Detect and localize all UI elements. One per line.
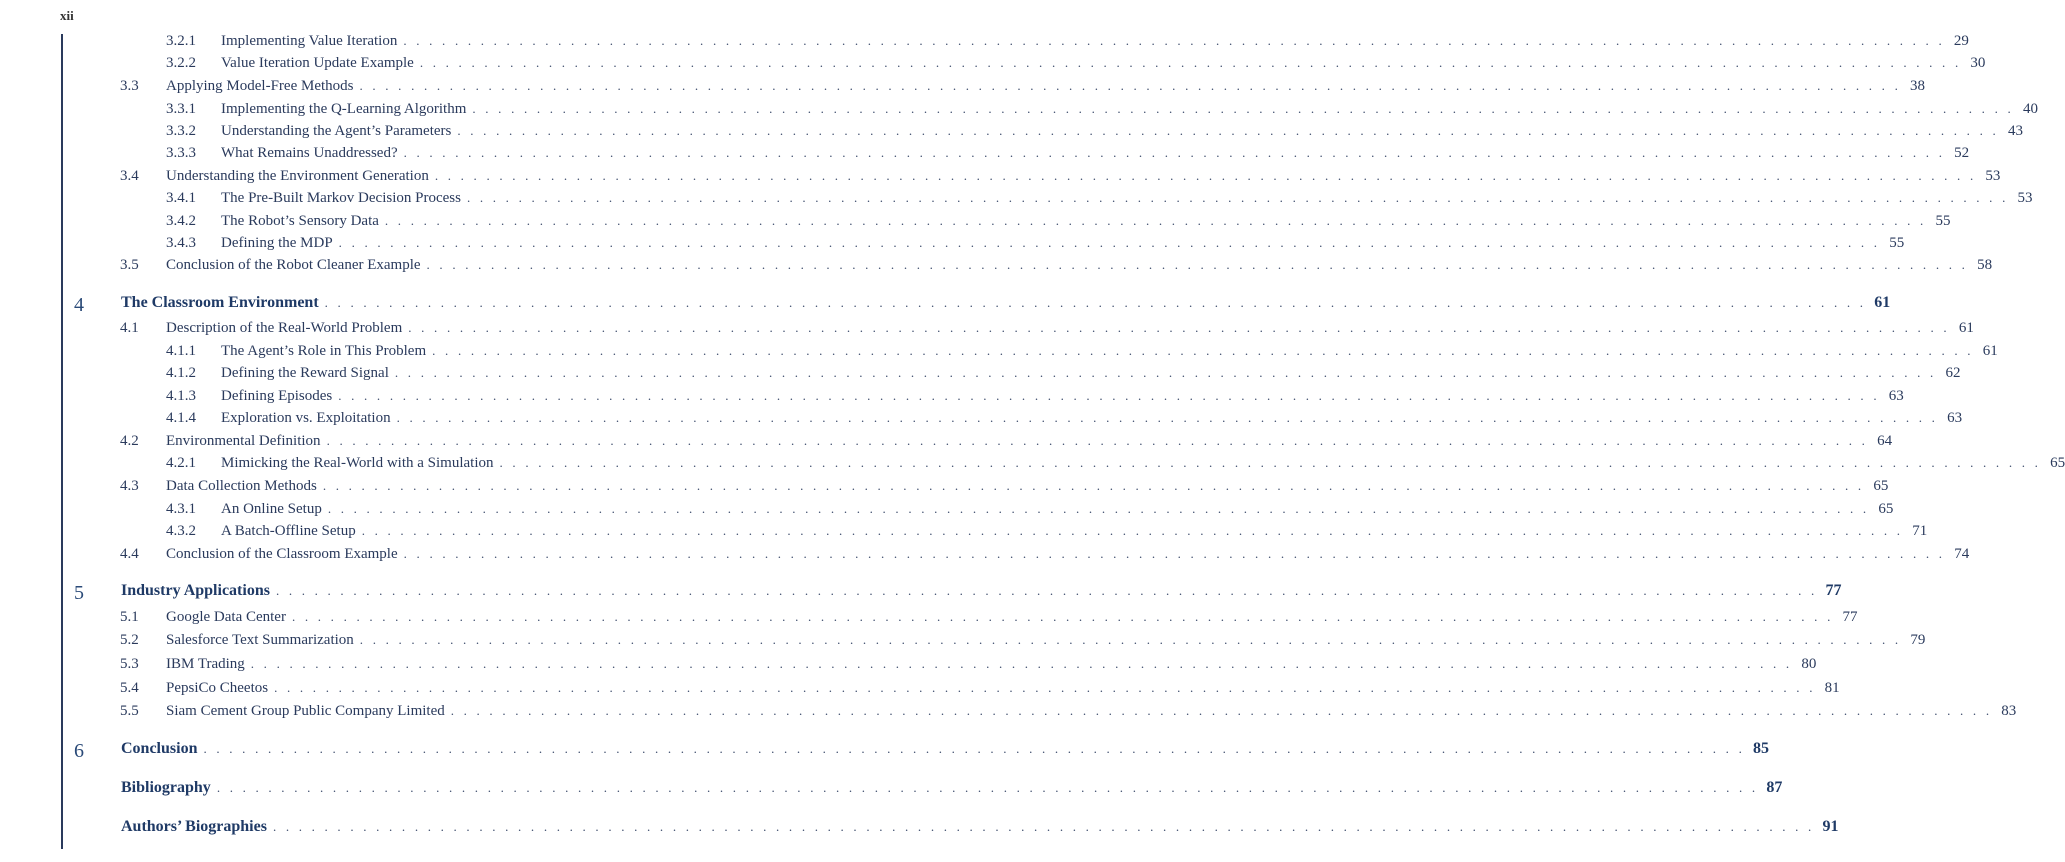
section-number: 5.2 xyxy=(120,632,139,648)
dot-leader: . . . . . . . . . . . . . . . . . . . . . . . . . . . . . . . . . . . . . . . . . . . . . . . . . . . . . . . . . . . . . . . . . . . . . . . . . . . . . . . . . . . . . . . . . . . . . . . . . . . . . . . . . . . . . . . . . . . . . . . . xyxy=(359,78,1902,93)
dot-leader: . . . . . . . . . . . . . . . . . . . . . . . . . . . . . . . . . . . . . . . . . . . . . . . . . . . . . . . . . . . . . . . . . . . . . . . . . . . . . . . . . . . . . . . . . . . . . . . . . . . . . . . . . . . . . . . . . . . . . . . . xyxy=(274,680,1816,695)
toc-entry[interactable] xyxy=(0,78,1926,100)
section-title[interactable]: Description of the Real-World Problem xyxy=(166,320,403,336)
chapter-number: 4 xyxy=(74,294,84,316)
section-title[interactable]: A Batch-Offline Setup xyxy=(221,523,356,539)
chapter-title[interactable]: Bibliography xyxy=(121,779,211,796)
chapter-title[interactable]: Authors’ Biographies xyxy=(121,818,267,835)
section-number: 5.5 xyxy=(120,703,139,719)
dot-leader: . . . . . . . . . . . . . . . . . . . . . . . . . . . . . . . . . . . . . . . . . . . . . . . . . . . . . . . . . . . . . . . . . . . . . . . . . . . . . . . . . . . . . . . . . . . . . . . . . . . . . . . . . . . . . . . . . . . . . . . . xyxy=(450,703,1993,718)
page-reference[interactable]: 77 xyxy=(1825,582,1842,599)
section-title[interactable]: Conclusion of the Robot Cleaner Example xyxy=(166,257,421,273)
dot-leader: . . . . . . . . . . . . . . . . . . . . . . . . . . . . . . . . . . . . . . . . . . . . . . . . . . . . . . . . . . . . . . . . . . . . . . . . . . . . . . . . . . . . . . . . . . . . . . . . . . . . . . . . . . . . . . . . . . . . . . . . xyxy=(327,501,1870,516)
page-reference[interactable]: 61 xyxy=(1982,343,1998,359)
section-title[interactable]: What Remains Unaddressed? xyxy=(221,145,398,161)
page-reference[interactable]: 53 xyxy=(1985,168,2001,184)
toc-entry-line xyxy=(166,433,1893,450)
toc-entry[interactable] xyxy=(0,546,1970,568)
section-number: 3.2.1 xyxy=(166,33,196,49)
dot-leader: . . . . . . . . . . . . . . . . . . . . . . . . . . . . . . . . . . . . . . . . . . . . . . . . . . . . . . . . . . . . . . . . . . . . . . . . . . . . . . . . . . . . . . . . . . . . . . . . . . . . . . . . . . . . . . . . . . . . . . . . xyxy=(275,583,1818,598)
page-reference[interactable]: 43 xyxy=(2007,123,2023,139)
section-title[interactable]: Value Iteration Update Example xyxy=(221,55,414,71)
toc-entry-line xyxy=(121,818,1839,836)
dot-leader: . . . . . . . . . . . . . . . . . . . . . . . . . . . . . . . . . . . . . . . . . . . . . . . . . . . . . . . . . . . . . . . . . . . . . . . . . . . . . . . . . . . . . . . . . . . . . . . . . . . . . . . . . . . . . . . . . . . . . . . . xyxy=(403,546,1946,561)
dot-leader: . . . . . . . . . . . . . . . . . . . . . . . . . . . . . . . . . . . . . . . . . . . . . . . . . . . . . . . . . . . . . . . . . . . . . . . . . . . . . . . . . . . . . . . . . . . . . . . . . . . . . . . . . . . . . . . . . . . . . . . . xyxy=(359,632,1902,647)
toc-entry-line xyxy=(221,123,2023,140)
toc-entry[interactable] xyxy=(0,388,1904,410)
section-number: 4.1.2 xyxy=(166,365,196,381)
page-reference[interactable]: 55 xyxy=(1935,213,1951,229)
dot-leader: . . . . . . . . . . . . . . . . . . . . . . . . . . . . . . . . . . . . . . . . . . . . . . . . . . . . . . . . . . . . . . . . . . . . . . . . . . . . . . . . . . . . . . . . . . . . . . . . . . . . . . . . . . . . . . . . . . . . . . . . xyxy=(203,741,1746,756)
dot-leader: . . . . . . . . . . . . . . . . . . . . . . . . . . . . . . . . . . . . . . . . . . . . . . . . . . . . . . . . . . . . . . . . . . . . . . . . . . . . . . . . . . . . . . . . . . . . . . . . . . . . . . . . . . . . . . . . . . . . . . . . xyxy=(250,656,1793,671)
section-title[interactable]: Defining the Reward Signal xyxy=(221,365,389,381)
section-title[interactable]: Defining Episodes xyxy=(221,388,333,404)
page-reference[interactable]: 38 xyxy=(1910,78,1926,94)
chapter-title[interactable]: Industry Applications xyxy=(121,582,270,599)
section-number: 4.1.3 xyxy=(166,388,196,404)
toc-entry-line xyxy=(166,656,1817,673)
section-number: 4.2.1 xyxy=(166,455,196,471)
toc-entry[interactable] xyxy=(0,501,1894,523)
page-reference[interactable]: 52 xyxy=(1954,145,1970,161)
dot-leader: . . . . . . . . . . . . . . . . . . . . . . . . . . . . . . . . . . . . . . . . . . . . . . . . . . . . . . . . . . . . . . . . . . . . . . . . . . . . . . . . . . . . . . . . . . . . . . . . . . . . . . . . . . . . . . . . . . . . . . . . xyxy=(457,123,1999,138)
toc-entry-line xyxy=(221,145,1970,162)
dot-leader: . . . . . . . . . . . . . . . . . . . . . . . . . . . . . . . . . . . . . . . . . . . . . . . . . . . . . . . . . . . . . . . . . . . . . . . . . . . . . . . . . . . . . . . . . . . . . . . . . . . . . . . . . . . . . . . . . . . . . . . . xyxy=(426,257,1969,272)
page-reference[interactable]: 55 xyxy=(1889,235,1905,251)
section-title[interactable]: An Online Setup xyxy=(221,501,322,517)
page-reference[interactable]: 83 xyxy=(2001,703,2017,719)
toc-entry[interactable] xyxy=(0,609,1858,631)
toc-entry[interactable] xyxy=(0,703,2017,725)
section-title[interactable]: Applying Model-Free Methods xyxy=(166,78,354,94)
chapter-title[interactable]: The Classroom Environment xyxy=(121,294,319,311)
section-number: 4.4 xyxy=(120,546,139,562)
toc-entry-line xyxy=(221,101,2038,118)
section-title[interactable]: IBM Trading xyxy=(166,656,245,672)
toc-entry[interactable] xyxy=(0,320,1974,342)
dot-leader: . . . . . . . . . . . . . . . . . . . . . . . . . . . . . . . . . . . . . . . . . . . . . . . . . . . . . . . . . . . . . . . . . . . . . . . . . . . . . . . . . . . . . . . . . . . . . . . . . . . . . . . . . . . . . . . . . . . . . . . . xyxy=(394,365,1937,380)
page-reference[interactable]: 91 xyxy=(1822,818,1839,835)
section-title[interactable]: Data Collection Methods xyxy=(166,478,317,494)
page-reference[interactable]: 71 xyxy=(1912,523,1928,539)
toc-entry-line xyxy=(221,55,1986,72)
dot-leader: . . . . . . . . . . . . . . . . . . . . . . . . . . . . . . . . . . . . . . . . . . . . . . . . . . . . . . . . . . . . . . . . . . . . . . . . . . . . . . . . . . . . . . . . . . . . . . . . . . . . . . . . . . . . . . . . . . . . . . . . xyxy=(408,320,1950,335)
section-number: 3.4.2 xyxy=(166,213,196,229)
page-reference[interactable]: 61 xyxy=(1874,294,1891,311)
section-number: 4.3.1 xyxy=(166,501,196,517)
toc-entry-line xyxy=(166,320,1974,337)
toc-entry-line xyxy=(221,523,1928,540)
page-reference[interactable]: 85 xyxy=(1753,740,1770,757)
section-title[interactable]: The Robot’s Sensory Data xyxy=(221,213,379,229)
section-title[interactable]: Environmental Definition xyxy=(166,433,321,449)
dot-leader: . . . . . . . . . . . . . . . . . . . . . . . . . . . . . . . . . . . . . . . . . . . . . . . . . . . . . . . . . . . . . . . . . . . . . . . . . . . . . . . . . . . . . . . . . . . . . . . . . . . . . . . . . . . . . . . . . . . . . . . . xyxy=(403,33,1945,48)
chapter-number: 5 xyxy=(74,582,84,604)
dot-leader: . . . . . . . . . . . . . . . . . . . . . . . . . . . . . . . . . . . . . . . . . . . . . . . . . . . . . . . . . . . . . . . . . . . . . . . . . . . . . . . . . . . . . . . . . . . . . . . . . . . . . . . . . . . . . . . . . . . . . . . . xyxy=(434,168,1977,183)
toc-entry-line xyxy=(166,632,1926,649)
page-reference[interactable]: 30 xyxy=(1970,55,1986,71)
toc-entry[interactable] xyxy=(0,145,1970,167)
page-reference[interactable]: 62 xyxy=(1945,365,1961,381)
page-reference[interactable]: 65 xyxy=(1873,478,1889,494)
dot-leader: . . . . . . . . . . . . . . . . . . . . . . . . . . . . . . . . . . . . . . . . . . . . . . . . . . . . . . . . . . . . . . . . . . . . . . . . . . . . . . . . . . . . . . . . . . . . . . . . . . . . . . . . . . . . . . . . . . . . . . . . xyxy=(338,235,1881,250)
toc-entry[interactable] xyxy=(0,343,1998,365)
toc-entry[interactable] xyxy=(0,101,2038,123)
toc-entry[interactable] xyxy=(0,33,1969,55)
toc-entry-line xyxy=(121,740,1770,758)
toc-entry-line xyxy=(166,703,2017,720)
section-number: 3.4 xyxy=(120,168,139,184)
toc-entry[interactable] xyxy=(0,168,2001,190)
toc-entry[interactable] xyxy=(0,680,1840,702)
dot-leader: . . . . . . . . . . . . . . . . . . . . . . . . . . . . . . . . . . . . . . . . . . . . . . . . . . . . . . . . . . . . . . . . . . . . . . . . . . . . . . . . . . . . . . . . . . . . . . . . . . . . . . . . . . . . . . . . . . . . . . . . xyxy=(272,819,1815,834)
section-number: 5.4 xyxy=(120,680,139,696)
toc-entry[interactable] xyxy=(0,523,1928,545)
dot-leader: . . . . . . . . . . . . . . . . . . . . . . . . . . . . . . . . . . . . . . . . . . . . . . . . . . . . . . . . . . . . . . . . . . . . . . . . . . . . . . . . . . . . . . . . . . . . . . . . . . . . . . . . . . . . . . . . . . . . . . . . xyxy=(322,478,1865,493)
toc-entry-line xyxy=(221,388,1904,405)
toc-entry-line xyxy=(166,609,1858,626)
section-title[interactable]: Understanding the Agent’s Parameters xyxy=(221,123,452,139)
page-reference[interactable]: 63 xyxy=(1947,410,1963,426)
page-reference[interactable]: 65 xyxy=(2050,455,2065,471)
toc-entry-line xyxy=(166,680,1840,697)
toc-entry-line xyxy=(221,365,1961,382)
dot-leader: . . . . . . . . . . . . . . . . . . . . . . . . . . . . . . . . . . . . . . . . . . . . . . . . . . . . . . . . . . . . . . . . . . . . . . . . . . . . . . . . . . . . . . . . . . . . . . . . . . . . . . . . . . . . . . . . . . . . . . . . xyxy=(326,433,1869,448)
section-title[interactable]: Understanding the Environment Generation xyxy=(166,168,429,184)
toc-entry-line xyxy=(221,410,1963,427)
section-title[interactable]: Implementing the Q-Learning Algorithm xyxy=(221,101,467,117)
section-number: 5.1 xyxy=(120,609,139,625)
page-reference[interactable]: 58 xyxy=(1977,257,1993,273)
toc-entry-line xyxy=(221,213,1951,230)
dot-leader: . . . . . . . . . . . . . . . . . . . . . . . . . . . . . . . . . . . . . . . . . . . . . . . . . . . . . . . . . . . . . . . . . . . . . . . . . . . . . . . . . . . . . . . . . . . . . . . . . . . . . . . . . . . . . . . . . . . . . . . . xyxy=(499,455,2042,470)
toc-entry[interactable] xyxy=(0,55,1986,77)
toc-entry[interactable] xyxy=(0,740,1770,762)
section-number: 4.2 xyxy=(120,433,139,449)
toc-entry-line xyxy=(221,33,1969,50)
toc-entry[interactable] xyxy=(0,433,1893,455)
page-reference[interactable]: 29 xyxy=(1953,33,1969,49)
page-reference[interactable]: 87 xyxy=(1766,779,1783,796)
section-number: 4.3 xyxy=(120,478,139,494)
page-number: xii xyxy=(60,8,74,23)
dot-leader: . . . . . . . . . . . . . . . . . . . . . . . . . . . . . . . . . . . . . . . . . . . . . . . . . . . . . . . . . . . . . . . . . . . . . . . . . . . . . . . . . . . . . . . . . . . . . . . . . . . . . . . . . . . . . . . . . . . . . . . . xyxy=(396,410,1939,425)
section-number: 4.3.2 xyxy=(166,523,196,539)
section-title[interactable]: Salesforce Text Summarization xyxy=(166,632,354,648)
section-number: 3.4.3 xyxy=(166,235,196,251)
section-title[interactable]: Mimicking the Real-World with a Simulation xyxy=(221,455,494,471)
page-reference[interactable]: 65 xyxy=(1878,501,1894,517)
toc-entry-line xyxy=(166,78,1926,95)
section-number: 3.5 xyxy=(120,257,139,273)
dot-leader: . . . . . . . . . . . . . . . . . . . . . . . . . . . . . . . . . . . . . . . . . . . . . . . . . . . . . . . . . . . . . . . . . . . . . . . . . . . . . . . . . . . . . . . . . . . . . . . . . . . . . . . . . . . . . . . . . . . . . . . . xyxy=(432,343,1974,358)
dot-leader: . . . . . . . . . . . . . . . . . . . . . . . . . . . . . . . . . . . . . . . . . . . . . . . . . . . . . . . . . . . . . . . . . . . . . . . . . . . . . . . . . . . . . . . . . . . . . . . . . . . . . . . . . . . . . . . . . . . . . . . . xyxy=(291,609,1834,624)
section-title[interactable]: Implementing Value Iteration xyxy=(221,33,398,49)
toc-entry[interactable] xyxy=(0,455,2065,477)
section-number: 3.2.2 xyxy=(166,55,196,71)
toc-entry[interactable] xyxy=(0,818,1839,840)
section-number: 4.1 xyxy=(120,320,139,336)
page-reference[interactable]: 53 xyxy=(2017,190,2033,206)
section-number: 5.3 xyxy=(120,656,139,672)
toc-entry[interactable] xyxy=(0,582,1842,604)
page-reference[interactable]: 74 xyxy=(1954,546,1970,562)
section-number: 4.1.1 xyxy=(166,343,196,359)
toc-entry[interactable] xyxy=(0,410,1963,432)
page-reference[interactable]: 77 xyxy=(1842,609,1858,625)
section-number: 4.1.4 xyxy=(166,410,196,426)
toc-entry-line xyxy=(121,294,1891,312)
section-number: 3.3.1 xyxy=(166,101,196,117)
dot-leader: . . . . . . . . . . . . . . . . . . . . . . . . . . . . . . . . . . . . . . . . . . . . . . . . . . . . . . . . . . . . . . . . . . . . . . . . . . . . . . . . . . . . . . . . . . . . . . . . . . . . . . . . . . . . . . . . . . . . . . . . xyxy=(472,101,2014,116)
section-title[interactable]: Conclusion of the Classroom Example xyxy=(166,546,398,562)
section-title[interactable]: Google Data Center xyxy=(166,609,286,625)
toc-entry-line xyxy=(221,501,1894,518)
dot-leader: . . . . . . . . . . . . . . . . . . . . . . . . . . . . . . . . . . . . . . . . . . . . . . . . . . . . . . . . . . . . . . . . . . . . . . . . . . . . . . . . . . . . . . . . . . . . . . . . . . . . . . . . . . . . . . . . . . . . . . . . xyxy=(384,213,1927,228)
toc-entry-line xyxy=(221,455,2065,472)
toc-entry-line xyxy=(166,546,1970,563)
toc-entry-line xyxy=(221,190,2033,207)
chapter-title[interactable]: Conclusion xyxy=(121,740,198,757)
page-reference[interactable]: 61 xyxy=(1958,320,1974,336)
toc-entry-line xyxy=(121,779,1783,797)
section-title[interactable]: Siam Cement Group Public Company Limited xyxy=(166,703,445,719)
dot-leader: . . . . . . . . . . . . . . . . . . . . . . . . . . . . . . . . . . . . . . . . . . . . . . . . . . . . . . . . . . . . . . . . . . . . . . . . . . . . . . . . . . . . . . . . . . . . . . . . . . . . . . . . . . . . . . . . . . . . . . . . xyxy=(403,145,1946,160)
toc-entry[interactable] xyxy=(0,190,2033,212)
toc-entry-line xyxy=(166,478,1889,495)
section-title[interactable]: Exploration vs. Exploitation xyxy=(221,410,391,426)
page-reference[interactable]: 64 xyxy=(1877,433,1893,449)
toc-entry[interactable] xyxy=(0,213,1951,235)
toc-entry[interactable] xyxy=(0,779,1783,801)
toc-entry[interactable] xyxy=(0,235,1905,257)
toc-entry[interactable] xyxy=(0,294,1891,316)
section-title[interactable]: The Pre-Built Markov Decision Process xyxy=(221,190,461,206)
section-title[interactable]: Defining the MDP xyxy=(221,235,333,251)
page-reference[interactable]: 80 xyxy=(1801,656,1817,672)
toc-entry-line xyxy=(221,343,1998,360)
section-title[interactable]: The Agent’s Role in This Problem xyxy=(221,343,427,359)
toc-entry[interactable] xyxy=(0,257,1993,279)
section-number: 3.4.1 xyxy=(166,190,196,206)
section-number: 3.3.2 xyxy=(166,123,196,139)
chapter-number: 6 xyxy=(74,740,84,762)
section-title[interactable]: PepsiCo Cheetos xyxy=(166,680,269,696)
dot-leader: . . . . . . . . . . . . . . . . . . . . . . . . . . . . . . . . . . . . . . . . . . . . . . . . . . . . . . . . . . . . . . . . . . . . . . . . . . . . . . . . . . . . . . . . . . . . . . . . . . . . . . . . . . . . . . . . . . . . . . . . xyxy=(361,523,1904,538)
section-number: 3.3.3 xyxy=(166,145,196,161)
toc-entry-line xyxy=(166,257,1993,274)
toc-entry[interactable] xyxy=(0,478,1889,500)
dot-leader: . . . . . . . . . . . . . . . . . . . . . . . . . . . . . . . . . . . . . . . . . . . . . . . . . . . . . . . . . . . . . . . . . . . . . . . . . . . . . . . . . . . . . . . . . . . . . . . . . . . . . . . . . . . . . . . . . . . . . . . . xyxy=(466,190,2009,205)
dot-leader: . . . . . . . . . . . . . . . . . . . . . . . . . . . . . . . . . . . . . . . . . . . . . . . . . . . . . . . . . . . . . . . . . . . . . . . . . . . . . . . . . . . . . . . . . . . . . . . . . . . . . . . . . . . . . . . . . . . . . . . . xyxy=(324,295,1867,310)
section-number: 3.3 xyxy=(120,78,139,94)
toc-entry[interactable] xyxy=(0,123,2023,145)
toc-entry-line xyxy=(166,168,2001,185)
toc-entry[interactable] xyxy=(0,365,1961,387)
toc-entry-line xyxy=(221,235,1905,252)
toc-entry-line xyxy=(121,582,1842,600)
toc-entry[interactable] xyxy=(0,632,1926,654)
dot-leader: . . . . . . . . . . . . . . . . . . . . . . . . . . . . . . . . . . . . . . . . . . . . . . . . . . . . . . . . . . . . . . . . . . . . . . . . . . . . . . . . . . . . . . . . . . . . . . . . . . . . . . . . . . . . . . . . . . . . . . . . xyxy=(419,55,1962,70)
page-reference[interactable]: 81 xyxy=(1824,680,1840,696)
toc-entry[interactable] xyxy=(0,656,1817,678)
page-reference[interactable]: 79 xyxy=(1910,632,1926,648)
dot-leader: . . . . . . . . . . . . . . . . . . . . . . . . . . . . . . . . . . . . . . . . . . . . . . . . . . . . . . . . . . . . . . . . . . . . . . . . . . . . . . . . . . . . . . . . . . . . . . . . . . . . . . . . . . . . . . . . . . . . . . . . xyxy=(338,388,1880,403)
page-reference[interactable]: 63 xyxy=(1888,388,1904,404)
page-reference[interactable]: 40 xyxy=(2022,101,2038,117)
dot-leader: . . . . . . . . . . . . . . . . . . . . . . . . . . . . . . . . . . . . . . . . . . . . . . . . . . . . . . . . . . . . . . . . . . . . . . . . . . . . . . . . . . . . . . . . . . . . . . . . . . . . . . . . . . . . . . . . . . . . . . . . xyxy=(216,780,1759,795)
